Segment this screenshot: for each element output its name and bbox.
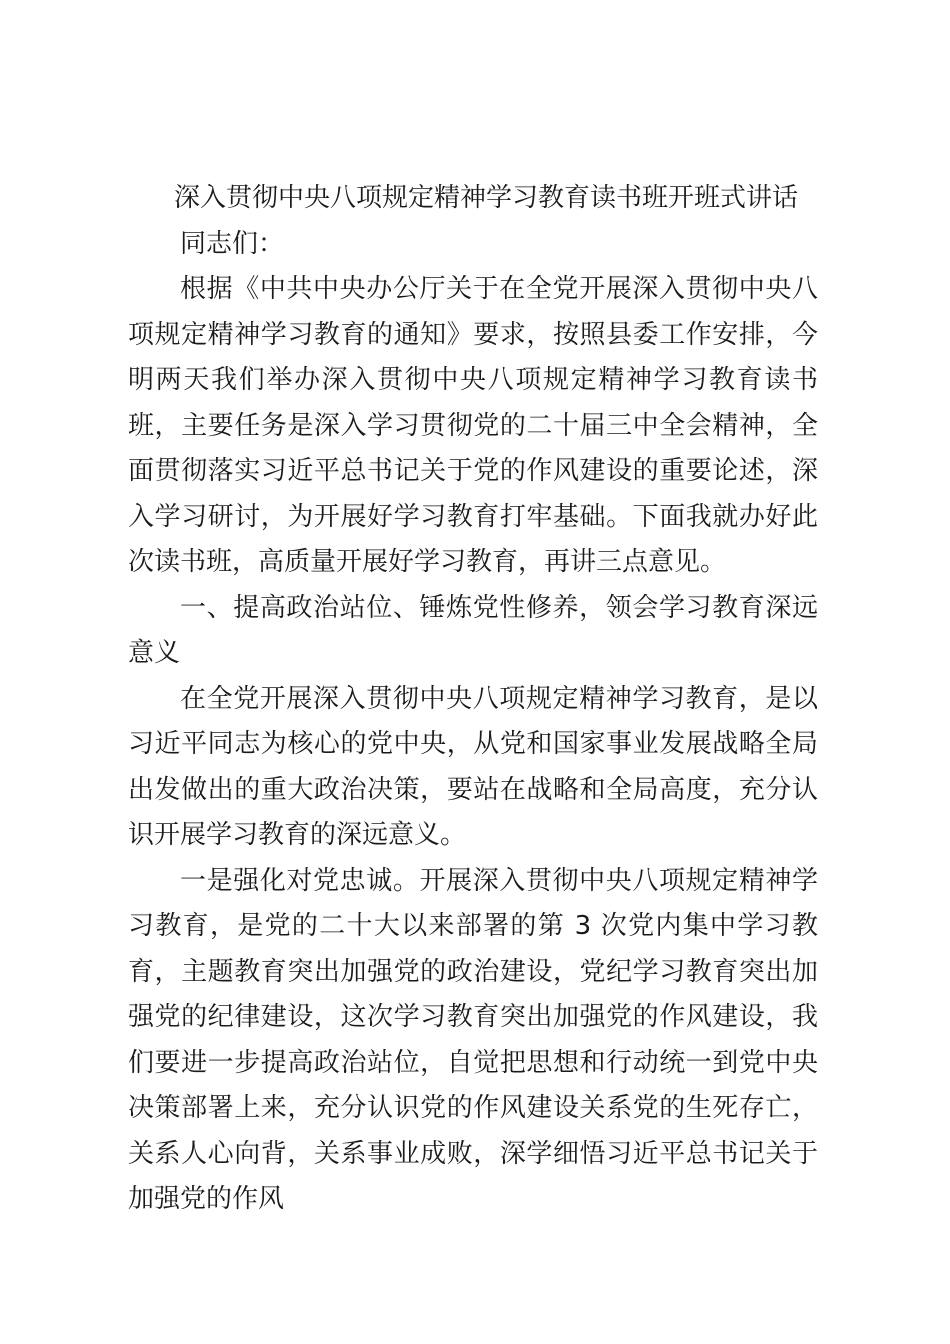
salutation: 同志们： (180, 228, 285, 259)
document-title: 深入贯彻中央八项规定精神学习教育读书班开班式讲话 (174, 183, 799, 213)
paragraph-point-1: 一是强化对党忠诚。开展深入贯彻中央八项规定精神学习教育，是党的二十大以来部署的第 3 次党内集中学习教育，主题教育突出加强党的政治建设，党纪学习教育突出加强党的纪律建设，这次学习教育突出加强党的作风建设，我们要进一步提高政治站位，自觉把思想和行动统一到党中央决策部署上来，充分认识党的作风建设关系党的生死存亡，关系人心向背，关系事业成败，深学细悟习近平总书记关于加强党的作风 (128, 865, 818, 1214)
paragraph-intro: 根据《中共中央办公厅关于在全党开展深入贯彻中央八项规定精神学习教育的通知》要求，按照县委工作安排，今明两天我们举办深入贯彻中央八项规定精神学习教育读书班，主要任务是深入学习贯彻党的二十届三中全会精神，全面贯彻落实习近平总书记关于党的作风建设的重要论述，深入学习研讨，为开展好学习教育打牢基础。下面我就办好此次读书班，高质量开展好学习教育，再讲三点意见。 (128, 274, 818, 577)
document-body (128, 176, 818, 1223)
section-heading-1: 一、提高政治站位、锤炼党性修养，领会学习教育深远意义 (128, 592, 818, 668)
paragraph-section-1: 在全党开展深入贯彻中央八项规定精神学习教育，是以习近平同志为核心的党中央，从党和国家事业发展战略全局出发做出的重大政治决策，要站在战略和全局高度，充分认识开展学习教育的深远意义。 (128, 683, 818, 850)
